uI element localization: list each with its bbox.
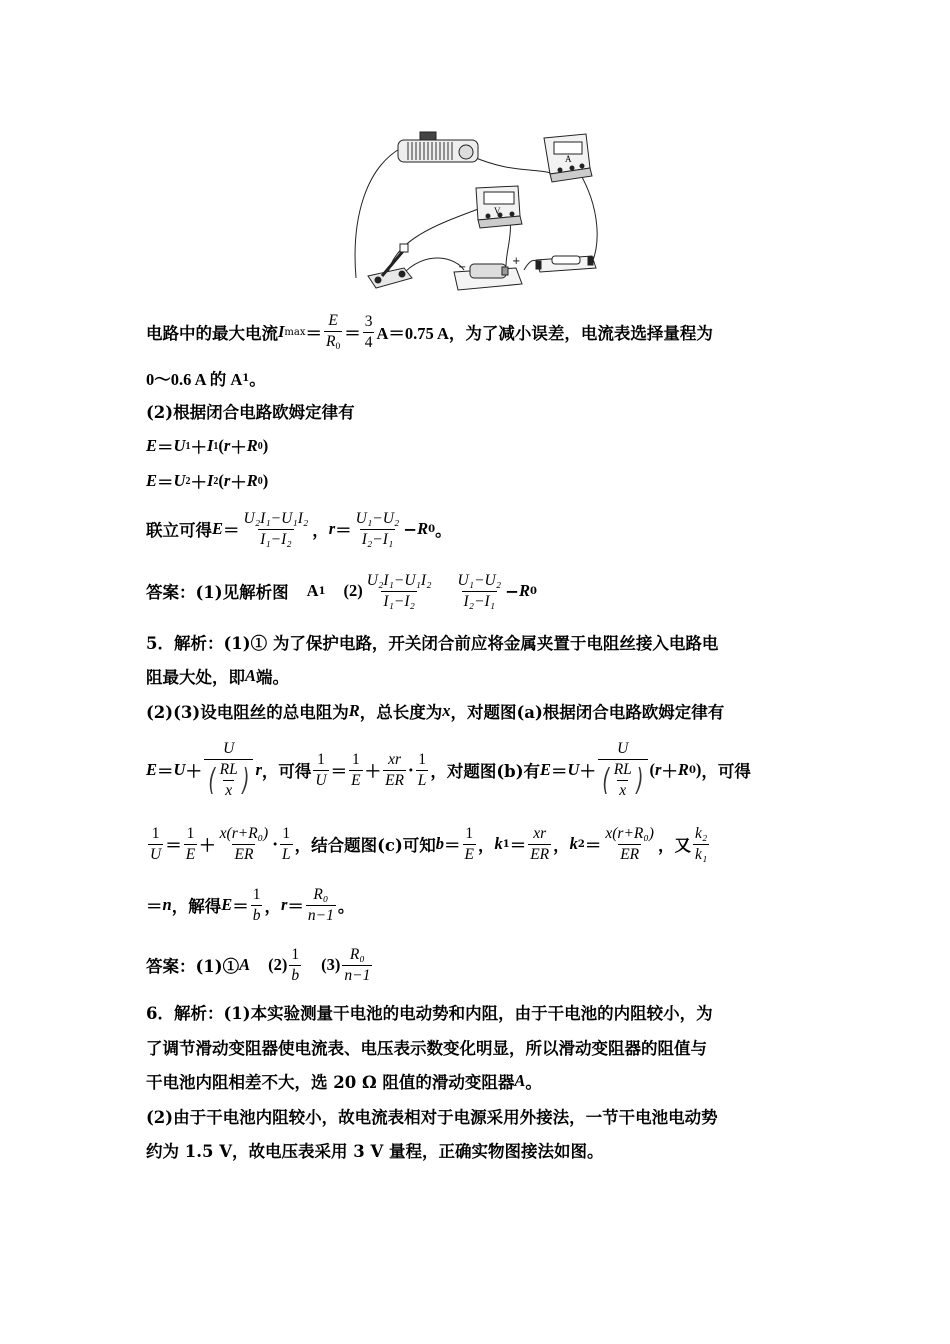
text-line (146, 630, 811, 654)
symbol: E (146, 760, 158, 779)
text: 0～0.6 A 的 A (146, 370, 243, 389)
text: 端。 (256, 668, 290, 687)
symbol: U (173, 760, 186, 779)
rheostat (398, 132, 478, 162)
text: 答案：(1)见解析图 (146, 583, 289, 602)
fixed-resistor (536, 256, 596, 272)
dot: · (408, 760, 414, 780)
fraction: $\frac{\text{U₁−U₂}}{\text{I₂−I₁}}$ (355, 509, 400, 548)
equation-line (146, 730, 811, 810)
subscript: max (284, 326, 306, 338)
paren: ) (695, 760, 702, 779)
text: 5．解析：(1)① 为了保护电路，开关闭合前应将金属夹置于电阻丝接入电路电 (146, 634, 719, 653)
text: (2) (268, 955, 288, 974)
symbol: E (221, 895, 233, 914)
text-line (146, 1069, 811, 1093)
equals: ＝ (157, 438, 174, 457)
symbol: E (540, 760, 552, 779)
symbol: U (173, 436, 186, 455)
text: ，对题图(b)有 (430, 762, 541, 781)
symbol: E (212, 519, 224, 538)
fraction: $\frac{xr}{ER}$ (530, 824, 550, 863)
comma: ， (312, 521, 329, 540)
text: 约为 1.5 V，故电压表采用 3 V 量程，正确实物图接法如图。 (146, 1142, 604, 1161)
ammeter-label: A (565, 154, 572, 164)
equals: ＝ (551, 762, 568, 781)
symbol: r (328, 519, 336, 538)
wire (578, 170, 597, 266)
text-line (146, 399, 811, 423)
equals: ＝ (330, 762, 348, 781)
symbol: b (435, 834, 445, 853)
symbol: I (206, 436, 214, 455)
subscript: 1 (185, 440, 191, 452)
text-line (146, 366, 811, 390)
text: 。 (249, 370, 266, 389)
equals: ＝ (232, 897, 249, 916)
symbol: R (348, 701, 360, 720)
fraction: $\frac{1}{U}$ (150, 824, 162, 863)
text-line (146, 312, 811, 352)
fraction: $\frac{1}{L}$ (417, 750, 427, 789)
text: (2)根据闭合电路欧姆定律有 (146, 403, 355, 422)
equals: ＝ (146, 897, 163, 916)
equals: ＝ (444, 836, 461, 855)
equation-line (146, 434, 811, 458)
plus: ＋ (230, 473, 247, 492)
plus: ＋ (185, 762, 202, 781)
equals: ＝ (344, 324, 361, 343)
fraction: $\frac{\text{R₀}}{n-1}$ (307, 885, 334, 924)
plus: ＋ (190, 438, 207, 457)
text: ，对题图(a)根据闭合电路欧姆定律有 (450, 703, 725, 722)
text: (2) (343, 581, 363, 600)
plus: ＋ (190, 473, 207, 492)
plus: ＋ (364, 762, 382, 781)
text: 电路中的最大电流 (146, 324, 278, 343)
text: 阻最大处，即 (146, 668, 245, 687)
subscript: 1 (318, 585, 326, 597)
equals: ＝ (157, 473, 174, 492)
text: ，可得 (701, 762, 751, 781)
voltmeter-label: V (494, 206, 501, 216)
symbol: E (146, 471, 158, 490)
comma: ， (264, 897, 281, 916)
paren: ) (262, 471, 269, 490)
paren: ) (262, 436, 269, 455)
fraction: $\frac{\text{x(r+R₀)}}{ER}$ (605, 824, 654, 863)
text: 6．解析：(1)本实验测量干电池的电动势和内阻，由于干电池的内阻较小，为 (146, 1004, 713, 1023)
equals: ＝ (165, 836, 182, 855)
wire (388, 208, 481, 273)
text-line (146, 1000, 811, 1024)
fraction: $\frac{1}{E}$ (464, 824, 474, 863)
text: (2)由于干电池内阻较小，故电流表相对于电源采用外接法，一节干电池电动势 (146, 1108, 718, 1127)
battery-minus-label: − (458, 262, 467, 273)
subscript: 0 (257, 475, 263, 487)
symbol: R (246, 436, 258, 455)
text-line (146, 1104, 811, 1128)
answer-line (146, 567, 811, 615)
text-line (146, 1035, 811, 1059)
paren: ( (218, 471, 224, 490)
plus: ＋ (579, 762, 596, 781)
equals: ＝ (305, 324, 323, 343)
text: 了调节滑动变阻器使电流表、电压表示数变化明显，所以滑动变阻器的阻值与 (146, 1039, 707, 1058)
comma: ， (478, 836, 495, 855)
equals: ＝ (335, 521, 352, 540)
fraction: $\frac{1}{L}$ (281, 824, 291, 863)
text: 答案：(1)① (146, 957, 240, 976)
text: ，结合题图(c)可知 (294, 836, 436, 855)
symbol: r (223, 471, 231, 490)
answer-line (146, 940, 811, 990)
text: 。 (435, 521, 452, 540)
fraction: $\frac{1}{b}$ (252, 885, 261, 924)
symbol: A (514, 1071, 526, 1090)
text: 。 (337, 897, 355, 916)
symbol: R (518, 581, 530, 600)
fraction: U ( $\frac{RL}{x}$ ) (598, 740, 648, 800)
symbol: E (146, 436, 158, 455)
symbol: r (655, 760, 662, 779)
text: ，解得 (171, 897, 222, 916)
circuit-diagram (346, 128, 602, 296)
plus: ＋ (199, 836, 216, 855)
equals: ＝ (584, 836, 602, 855)
fraction: $\frac{1}{b}$ (291, 945, 300, 984)
fraction: U ( $\frac{RL}{x}$ ) (204, 740, 254, 800)
subscript: 0 (428, 523, 436, 535)
equals: ＝ (509, 836, 527, 855)
fraction: $\frac{1}{E}$ (185, 824, 196, 863)
fraction: $\frac{E}{R_0}$ (326, 312, 341, 352)
text: 干电池内阻相差不大，选 20 Ω 阻值的滑动变阻器 (146, 1073, 515, 1092)
symbol: R (246, 471, 258, 490)
symbol: A (239, 955, 251, 974)
paren: ( (218, 436, 224, 455)
text-line (146, 664, 811, 688)
fraction: $\frac{1}{U}$ (315, 750, 327, 789)
equation-line (146, 469, 811, 493)
subscript: 2 (213, 475, 219, 487)
text: ，总长度为 (359, 703, 443, 722)
equals: ＝ (223, 521, 240, 540)
symbol: U (567, 760, 580, 779)
comma: ， (553, 836, 570, 855)
symbol: n (162, 895, 172, 914)
battery-plus-label: + (512, 256, 521, 267)
symbol: A (306, 581, 319, 600)
symbol: k (569, 834, 578, 853)
subscript: 1 (502, 838, 510, 850)
fraction: $\frac{xr}{ER}$ (385, 750, 404, 789)
switch (368, 244, 412, 288)
equation-line (146, 818, 811, 870)
symbol: r (280, 895, 288, 914)
fraction: $\frac{\text{R₀}}{n-1}$ (344, 945, 371, 984)
paren: ( (649, 760, 655, 779)
symbol: R (677, 760, 689, 779)
text: 。 (525, 1073, 542, 1092)
text-line (146, 699, 811, 723)
symbol: r (223, 436, 231, 455)
symbol: r (255, 760, 262, 779)
fraction: $\frac{\text{U₂I₁−U₁I₂}}{\text{I₁−I₂}}$ (243, 509, 309, 548)
text: 联立可得 (146, 521, 212, 540)
subscript: 2 (185, 475, 191, 487)
subscript: 0 (688, 764, 696, 776)
fraction: $\frac{\text{x(r+R₀)}}{ER}$ (219, 824, 269, 863)
fraction: $\frac{1}{E}$ (351, 750, 361, 789)
text: (3) (321, 955, 341, 974)
battery (454, 256, 522, 290)
subscript: 1 (213, 440, 219, 452)
equation-line (146, 880, 811, 930)
subscript: 2 (577, 838, 585, 850)
equals: ＝ (157, 762, 174, 781)
text: (2)(3)设电阻丝的总电阻为 (146, 703, 349, 722)
symbol: I (206, 471, 214, 490)
symbol: R (417, 519, 429, 538)
fraction: $\frac{\text{k₂}}{\text{k₁}}$ (694, 824, 708, 863)
voltmeter (476, 186, 522, 228)
minus: − (403, 519, 418, 539)
text-line (146, 1138, 811, 1162)
dot: · (272, 834, 278, 854)
plus: ＋ (230, 438, 247, 457)
minus: − (505, 581, 519, 601)
text: A＝0.75 A，为了减小误差，电流表选择量程为 (376, 324, 713, 343)
equals: ＝ (287, 897, 304, 916)
fraction: $\frac{\text{U₁−U₂}}{\text{I₂−I₁}}$ (457, 571, 502, 610)
plus: ＋ (661, 762, 678, 781)
text: ，可得 (261, 762, 312, 781)
wire (471, 156, 551, 173)
text: ，又 (657, 836, 691, 855)
symbol: I (278, 322, 285, 341)
subscript: 0 (257, 440, 263, 452)
fraction: $\frac{3}{4}$ (364, 312, 373, 351)
ammeter (544, 134, 592, 182)
symbol: k (494, 834, 503, 853)
symbol: x (442, 701, 451, 720)
fraction: $\frac{\text{U₂I₁−U₁I₂}}{\text{I₁−I₂}}$ (366, 571, 432, 610)
subscript: 1 (242, 372, 250, 384)
symbol: U (173, 471, 186, 490)
equation-line (146, 505, 811, 553)
symbol: A (245, 666, 257, 685)
subscript: 0 (529, 585, 537, 597)
